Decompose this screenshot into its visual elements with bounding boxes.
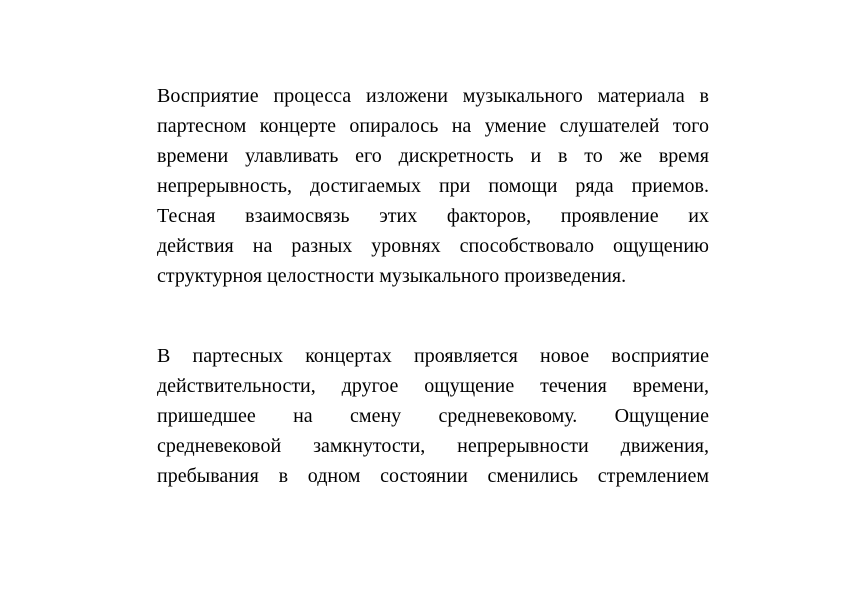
paragraph-line: структурноя целостности музыкального произведения. (157, 265, 627, 287)
paragraph-2 (157, 341, 709, 491)
paragraph-line: действия на разных уровнях способствовало ощущению (157, 235, 709, 257)
paragraph-line: времени улавливать его дискретность и в то же время (157, 145, 709, 167)
paragraph-line: средневековой замкнутости, непрерывности движения, (157, 435, 709, 457)
paragraph-line: пребывания в одном состоянии сменились стремлением (157, 465, 709, 487)
paragraph-line: Тесная взаимосвязь этих факторов, проявление их (157, 205, 709, 227)
paragraph-line: пришедшее на смену средневековому. Ощущение (157, 405, 709, 427)
paragraph-line: действительности, другое ощущение течения времени, (157, 375, 709, 397)
paragraph-line: В партесных концертах проявляется новое восприятие (157, 345, 709, 367)
paragraph-1 (157, 81, 709, 291)
paragraph-line: непрерывность, достигаемых при помощи ряда приемов. (157, 175, 709, 197)
paragraph-line: партесном концерте опиралось на умение слушателей того (157, 115, 709, 137)
paragraph-line: Восприятие процесса изложени музыкального материала в (157, 85, 709, 107)
